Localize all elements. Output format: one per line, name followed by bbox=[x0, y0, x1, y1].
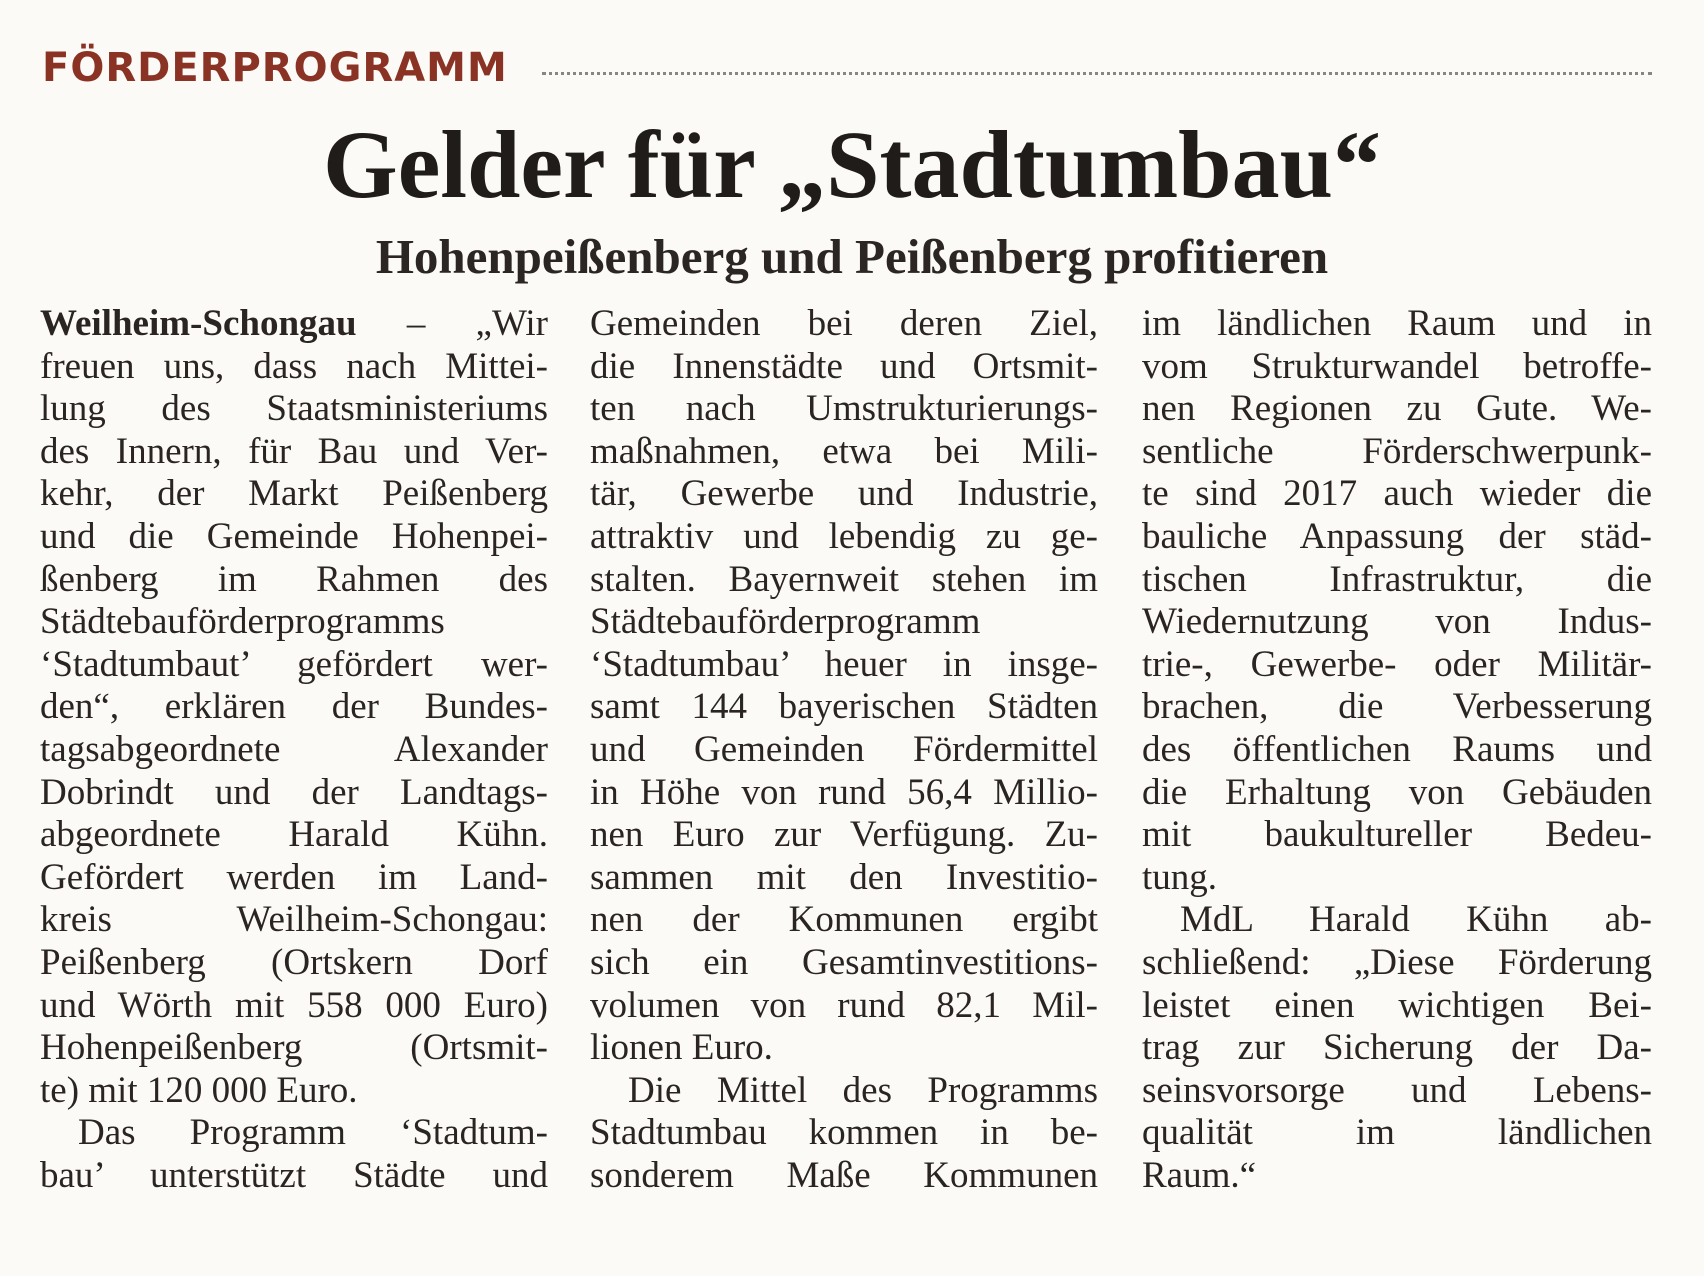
subheadline: Hohenpeißenberg und Peißenberg profitieren bbox=[375, 229, 1329, 284]
text-line: bau’ unterstützt Städte und bbox=[40, 1154, 548, 1196]
text-line: Gemeinden bei deren Ziel, bbox=[590, 303, 1098, 344]
headline: Gelder für „Stadtumbau“ bbox=[323, 111, 1381, 218]
text-line: trie-, Gewerbe- oder Militär- bbox=[1142, 643, 1652, 685]
text-line: abgeordnete Harald Kühn. bbox=[40, 814, 548, 856]
text-line: ßenberg im Rahmen des bbox=[40, 558, 548, 600]
article-column-3 bbox=[1142, 303, 1652, 1197]
section-kicker: FÖRDERPROGRAMM bbox=[42, 45, 508, 91]
text-line: nen Euro zur Verfügung. Zu- bbox=[590, 814, 1098, 856]
text-line: Stadtumbau kommen in be- bbox=[590, 1112, 1098, 1154]
text-line: qualität im ländlichen bbox=[1142, 1112, 1652, 1154]
text-line: Raum.“ bbox=[1142, 1154, 1257, 1196]
text-line: sich ein Gesamtinvestitions- bbox=[590, 941, 1098, 983]
text-line: lionen Euro. bbox=[590, 1027, 773, 1069]
text-line: tär, Gewerbe und Industrie, bbox=[590, 473, 1098, 515]
text-line: brachen, die Verbesserung bbox=[1142, 686, 1652, 728]
text-line: Städtebauförderprogramms bbox=[40, 601, 445, 643]
text-line: tung. bbox=[1142, 856, 1218, 898]
text-line: leistet einen wichtigen Bei- bbox=[1142, 984, 1652, 1026]
text-line: nen Regionen zu Gute. We- bbox=[1142, 388, 1652, 430]
text-line: samt 144 bayerischen Städten bbox=[590, 686, 1098, 728]
text-line: Dobrindt und der Landtags- bbox=[40, 771, 548, 813]
text-line: in Höhe von rund 56,4 Millio- bbox=[590, 771, 1098, 813]
text-line: attraktiv und lebendig zu ge- bbox=[590, 515, 1098, 557]
text-line: bauliche Anpassung der städ- bbox=[1142, 515, 1652, 557]
text-line: im ländlichen Raum und in bbox=[1142, 303, 1652, 344]
text-line: ten nach Umstrukturierungs- bbox=[590, 388, 1098, 430]
text-line: und die Gemeinde Hohenpei- bbox=[40, 515, 548, 557]
text-line: kehr, der Markt Peißenberg bbox=[40, 473, 548, 515]
text-line: Städtebauförderprogramm bbox=[590, 601, 981, 643]
text-line: te) mit 120 000 Euro. bbox=[40, 1069, 358, 1111]
text-line: tagsabgeordnete Alexander bbox=[40, 728, 548, 770]
text-line: vom Strukturwandel betroffe- bbox=[1142, 345, 1652, 387]
text-line: ‘Stadtumbaut’ gefördert wer- bbox=[40, 643, 548, 685]
text-line: den“, erklären der Bundes- bbox=[40, 686, 548, 728]
text-line: Weilheim-Schongau – „Wir bbox=[40, 303, 548, 344]
text-line: trag zur Sicherung der Da- bbox=[1142, 1027, 1652, 1069]
text-line: tischen Infrastruktur, die bbox=[1142, 558, 1652, 600]
text-line: und Gemeinden Fördermittel bbox=[590, 728, 1098, 770]
text-line: Die Mittel des Programms bbox=[628, 1069, 1098, 1111]
text-line: te sind 2017 auch wieder die bbox=[1142, 473, 1652, 515]
text-line: Das Programm ‘Stadtum- bbox=[78, 1112, 548, 1154]
text-line: kreis Weilheim-Schongau: bbox=[40, 899, 548, 941]
text-line: maßnahmen, etwa bei Mili- bbox=[590, 430, 1098, 472]
text-line: stalten. Bayernweit stehen im bbox=[590, 558, 1098, 600]
text-line: und Wörth mit 558 000 Euro) bbox=[40, 984, 548, 1026]
text-line: des Innern, für Bau und Ver- bbox=[40, 430, 548, 472]
text-line: schließend: „Diese Förderung bbox=[1142, 941, 1652, 983]
text-line: mit baukultureller Bedeu- bbox=[1142, 814, 1652, 856]
text-line: seinsvorsorge und Lebens- bbox=[1142, 1069, 1652, 1111]
text-line: freuen uns, dass nach Mittei- bbox=[40, 345, 548, 387]
text-line: Hohenpeißenberg (Ortsmit- bbox=[40, 1027, 548, 1069]
article-column-1 bbox=[40, 303, 548, 1197]
kicker-row bbox=[42, 42, 1652, 94]
dateline: Weilheim-Schongau bbox=[40, 303, 357, 344]
text-line: die Innenstädte und Ortsmit- bbox=[590, 345, 1098, 387]
text-line: volumen von rund 82,1 Mil- bbox=[590, 984, 1098, 1026]
text-line: nen der Kommunen ergibt bbox=[590, 899, 1098, 941]
text-line: ‘Stadtumbau’ heuer in insge- bbox=[590, 643, 1098, 685]
text-line: Gefördert werden im Land- bbox=[40, 856, 548, 898]
text-line: Peißenberg (Ortskern Dorf bbox=[40, 941, 548, 983]
text-line: Wiedernutzung von Indus- bbox=[1142, 601, 1652, 643]
text-line: lung des Staatsministeriums bbox=[40, 388, 548, 430]
text-line: die Erhaltung von Gebäuden bbox=[1142, 771, 1652, 813]
dotted-rule bbox=[542, 72, 1652, 75]
text-line: sentliche Förderschwerpunk- bbox=[1142, 430, 1652, 472]
text-line: sammen mit den Investitio- bbox=[590, 856, 1098, 898]
article-column-2 bbox=[590, 303, 1098, 1197]
text-line: sonderem Maße Kommunen bbox=[590, 1154, 1098, 1196]
text-line: MdL Harald Kühn ab- bbox=[1180, 899, 1652, 941]
text-line: des öffentlichen Raums und bbox=[1142, 728, 1652, 770]
